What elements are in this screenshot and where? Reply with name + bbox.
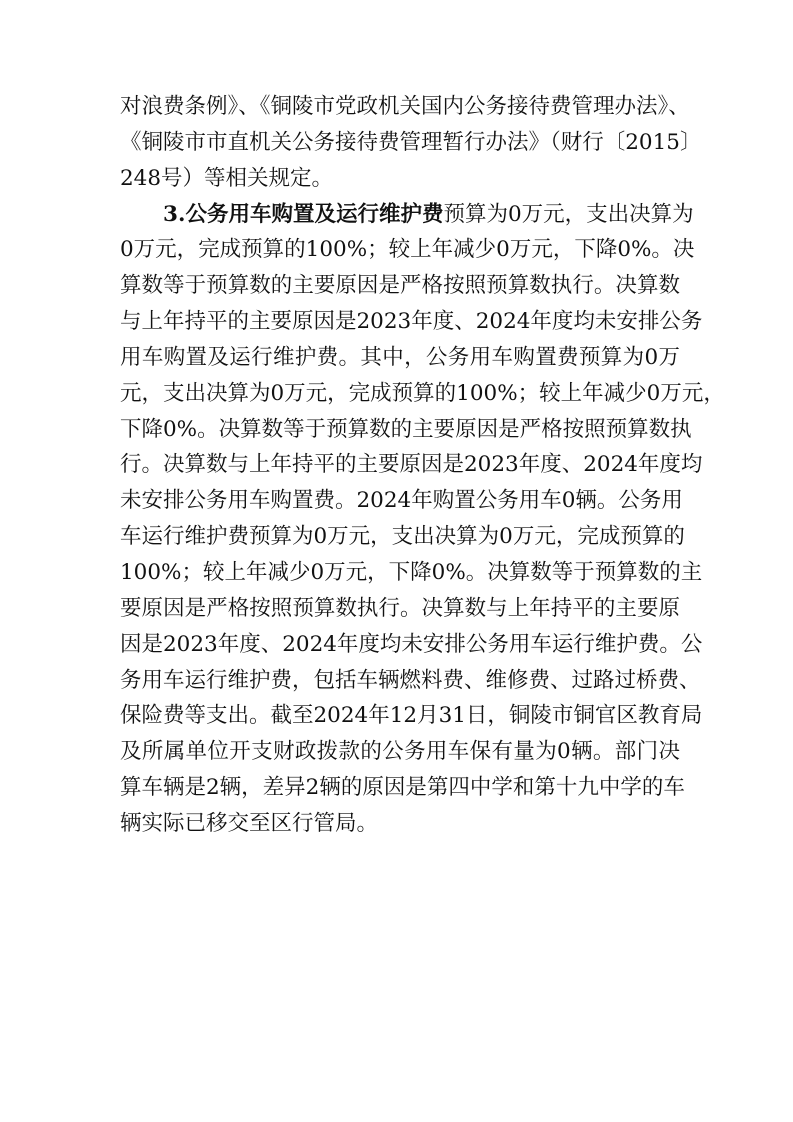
text-line: 与上年持平的主要原因是2023年度、2024年度均未安排公务 <box>120 309 703 335</box>
text-line: 下降0%。决算数等于预算数的主要原因是严格按照预算数执 <box>120 416 692 442</box>
text-line: 车运行维护费预算为0万元，支出决算为0万元，完成预算的 <box>120 524 685 550</box>
text-line: 务用车运行维护费，包括车辆燃料费、维修费、过路过桥费、 <box>120 667 701 693</box>
paragraph-first-line <box>120 197 694 233</box>
text-line: 对浪费条例》、《铜陵市党政机关国内公务接待费管理办法》、 <box>120 94 690 119</box>
text-line: 行。决算数与上年持平的主要原因是2023年度、2024年度均 <box>120 452 703 478</box>
text-line: 要原因是严格按照预算数执行。决算数与上年持平的主要原 <box>120 595 680 621</box>
text-line: 元，支出决算为0万元，完成预算的100%；较上年减少0万元， <box>120 380 725 406</box>
text-line: 未安排公务用车购置费。2024年购置公务用车0辆。公务用 <box>120 488 683 514</box>
text-line: 算数等于预算数的主要原因是严格按照预算数执行。决算数 <box>120 273 680 299</box>
text-line: 用车购置及运行维护费。其中，公务用车购置费预算为0万 <box>120 344 680 370</box>
text-line: 及所属单位开支财政拨款的公务用车保有量为0辆。部门决 <box>120 739 680 765</box>
text-line: 保险费等支出。截至2024年12月31日，铜陵市铜官区教育局 <box>120 703 703 729</box>
text-line: 《铜陵市市直机关公务接待费管理暂行办法》（财行〔2015〕 <box>120 129 702 155</box>
text-line: 248号）等相关规定。 <box>120 165 334 191</box>
document-body <box>120 89 725 842</box>
text-line: 算车辆是2辆，差异2辆的原因是第四中学和第十九中学的车 <box>120 775 685 801</box>
section-heading: 3.公务用车购置及运行维护费 <box>163 201 444 227</box>
text-line: 100%；较上年减少0万元，下降0%。决算数等于预算数的主 <box>120 559 703 585</box>
text-line: 因是2023年度、2024年度均未安排公务用车运行维护费。公 <box>120 631 703 657</box>
text-line: 0万元，完成预算的100%；较上年减少0万元，下降0%。决 <box>120 237 695 263</box>
text-run: 预算为0万元，支出决算为 <box>443 201 694 227</box>
text-line: 辆实际已移交至区行管局。 <box>120 810 379 836</box>
